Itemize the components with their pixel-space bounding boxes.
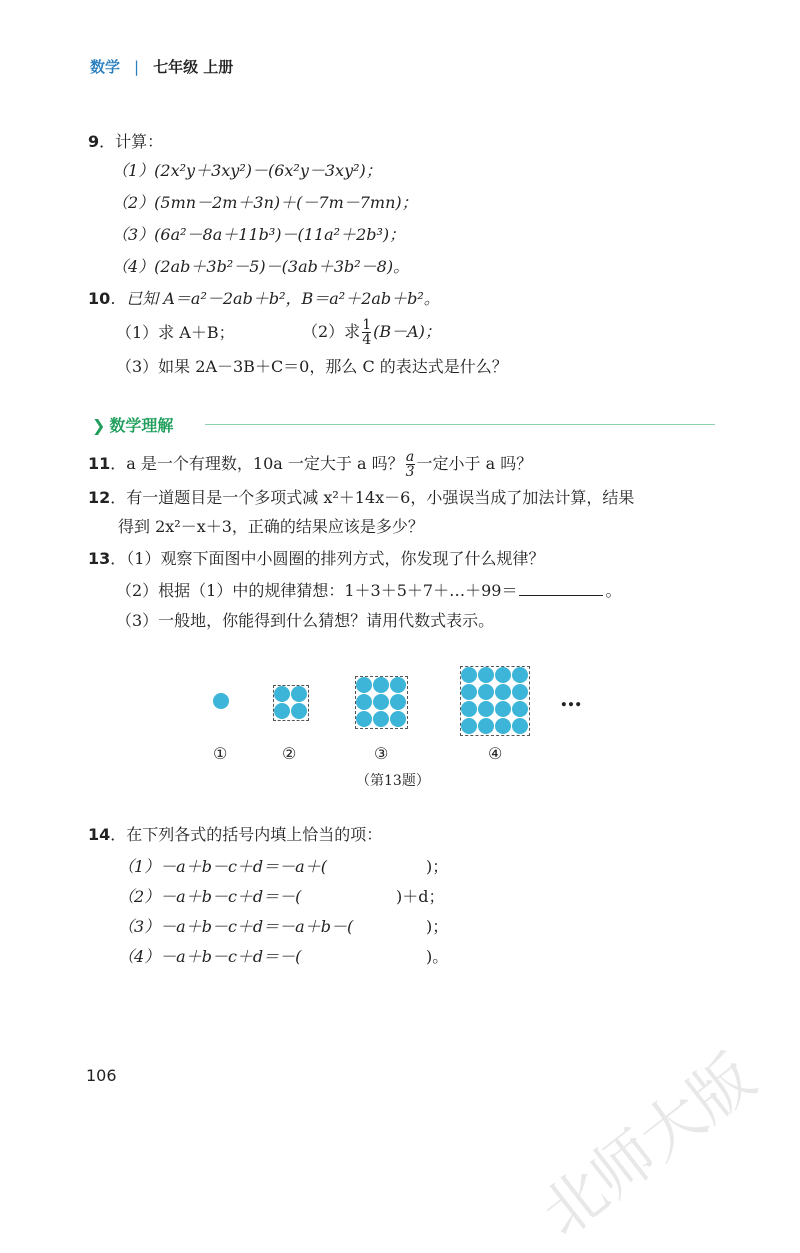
circle-dot xyxy=(461,718,477,734)
problem-text: ．有一道题目是一个多项式减 x²＋14x－6，小强误当成了加法计算，结果 xyxy=(110,488,635,507)
problem-13-part-2 xyxy=(116,580,621,602)
fraction-numerator: 1 xyxy=(362,317,372,333)
circle-dot xyxy=(461,701,477,717)
problem-13-part-1 xyxy=(88,548,544,570)
chevron-right-icon: ❯ xyxy=(92,416,106,435)
problem-12-line-1 xyxy=(88,487,634,509)
fraction xyxy=(406,450,415,479)
circle-dot xyxy=(373,677,389,693)
problem-14-item-right: )。 xyxy=(426,947,449,966)
problem-12-line-2: 得到 2x²－x＋3，正确的结果应该是多少？ xyxy=(118,517,424,536)
problem-number: 11 xyxy=(88,454,111,473)
problem-9-item: （3）(6a²－8a＋11b³)－(11a²＋2b³)； xyxy=(112,225,406,244)
figure-label-4: ④ xyxy=(488,744,503,763)
problem-9-title xyxy=(88,131,163,153)
circle-dot xyxy=(373,694,389,710)
circle-dot xyxy=(390,711,406,727)
circle-dot xyxy=(390,677,406,693)
publisher-watermark: 北师大版 xyxy=(527,1040,769,1251)
answer-blank[interactable] xyxy=(519,581,603,596)
circle-dot xyxy=(495,718,511,734)
circle-dot xyxy=(356,711,372,727)
section-heading xyxy=(92,413,173,436)
circle-dot xyxy=(461,667,477,683)
circle-dot xyxy=(461,684,477,700)
problem-text: ．已知 A＝a²－2ab＋b²，B＝a²＋2ab＋b²。 xyxy=(110,289,440,308)
fraction xyxy=(362,318,371,347)
circle-dot xyxy=(478,684,494,700)
problem-text: ．a 是一个有理数，10a 一定大于 a 吗？ xyxy=(110,454,404,473)
fraction-denominator: 4 xyxy=(362,332,372,348)
problem-9-item: （2）(5mn－2m＋3n)＋(－7m－7mn)； xyxy=(112,193,418,212)
circle-dot xyxy=(213,693,229,709)
problem-number: 9 xyxy=(88,132,100,151)
problem-text: （2）根据（1）中的规律猜想：1＋3＋5＋7＋…＋99＝ xyxy=(116,581,518,600)
problem-10-title xyxy=(88,288,440,310)
circle-dot xyxy=(495,701,511,717)
problem-14-item-right: )＋d； xyxy=(396,887,445,906)
problem-text: 。 xyxy=(605,581,622,600)
header-separator: | xyxy=(134,58,140,76)
circle-dot xyxy=(291,703,307,719)
fraction-denominator: 3 xyxy=(405,464,415,480)
page-header xyxy=(90,56,233,77)
problem-14-item-right: )； xyxy=(426,857,449,876)
fraction-numerator: a xyxy=(405,449,415,465)
circle-dot xyxy=(512,667,528,683)
circle-dot xyxy=(495,684,511,700)
problem-10-part-1: （1）求 A＋B； xyxy=(116,323,235,342)
part-label: （2）求 xyxy=(302,322,361,341)
problem-13-part-3: （3）一般地，你能得到什么猜想？请用代数式表示。 xyxy=(116,611,495,630)
problem-10-part-2 xyxy=(302,318,441,347)
problem-14-item-right: )； xyxy=(426,917,449,936)
circle-dot xyxy=(495,667,511,683)
section-divider xyxy=(205,424,715,425)
problem-10-part-3: （3）如果 2A－3B＋C＝0，那么 C 的表达式是什么？ xyxy=(116,357,508,376)
problem-14-item-left: （1）－a＋b－c＋d＝－a＋( xyxy=(118,857,327,876)
problem-text: 一定小于 a 吗？ xyxy=(416,454,533,473)
page-number: 106 xyxy=(86,1066,117,1085)
circle-dot xyxy=(478,701,494,717)
part-expression: (B－A)； xyxy=(373,322,441,341)
figure-label-1: ① xyxy=(213,744,228,763)
figure-label-3: ③ xyxy=(374,744,389,763)
problem-number: 12 xyxy=(88,488,111,507)
problem-text: ．计算： xyxy=(99,132,164,151)
circle-dot xyxy=(478,718,494,734)
circle-dot xyxy=(512,718,528,734)
problem-14-title xyxy=(88,824,382,846)
circle-dot xyxy=(291,686,307,702)
circle-dot xyxy=(512,684,528,700)
circle-dot xyxy=(356,694,372,710)
problem-14-item-left: （3）－a＋b－c＋d＝－a＋b－( xyxy=(118,917,354,936)
problem-14-item-left: （4）－a＋b－c＋d＝－( xyxy=(118,947,302,966)
problem-11 xyxy=(88,450,532,479)
problem-number: 10 xyxy=(88,289,111,308)
problem-number: 14 xyxy=(88,825,111,844)
section-title: 数学理解 xyxy=(109,416,174,435)
problem-14-item-left: （2）－a＋b－c＋d＝－( xyxy=(118,887,302,906)
circle-dot xyxy=(274,686,290,702)
circle-dot xyxy=(390,694,406,710)
problem-9-item: （4）(2ab＋3b²－5)－(3ab＋3b²－8)。 xyxy=(112,257,410,276)
circle-dot xyxy=(373,711,389,727)
problem-number: 13 xyxy=(88,549,111,568)
subject-label: 数学 xyxy=(90,58,121,76)
circle-dot xyxy=(478,667,494,683)
grade-label: 七年级 上册 xyxy=(153,58,234,76)
problem-text: ．在下列各式的括号内填上恰当的项： xyxy=(110,825,383,844)
circle-dot xyxy=(512,701,528,717)
problem-text: ．（1）观察下面图中小圆圈的排列方式，你发现了什么规律？ xyxy=(110,549,545,568)
figure-caption: （第13题） xyxy=(356,773,430,789)
circle-dot xyxy=(356,677,372,693)
problem-9-item: （1）(2x²y＋3xy²)－(6x²y－3xy²)； xyxy=(112,161,382,180)
circle-dot xyxy=(274,703,290,719)
figure-ellipsis: … xyxy=(560,686,584,712)
figure-label-2: ② xyxy=(282,744,297,763)
